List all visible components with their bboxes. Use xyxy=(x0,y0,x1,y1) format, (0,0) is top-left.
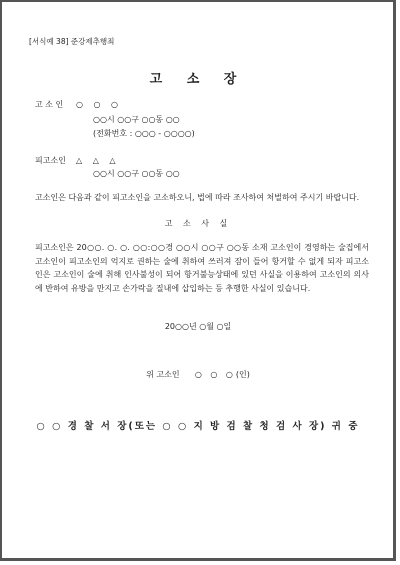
intro-paragraph: 고소인은 다음과 같이 피고소인을 고소하오니, 법에 따라 조사하여 처벌하여 주시기 바랍니다. xyxy=(35,193,360,202)
facts-heading: 고 소 사 실 xyxy=(164,219,232,228)
document-date: 20○○년 ○월 ○일 xyxy=(164,322,232,331)
complainant-phone: (전화번호 : ○○○ - ○○○○) xyxy=(93,129,195,138)
complainant-name: ○ ○ ○ xyxy=(76,100,123,109)
facts-paragraph: 피고소인은 20○○. ○. ○. ○○:○○경 ○○시 ○○구 ○○동 소재 고소인이 경영하는 술집에서 고소인이 피고소인의 억지로 권하는 술에 취하여 쓰러져 잠이 들어 항거할 수 없게 되자 피고소인은 고소인이 술에 취해 인사불성이 되어 항거불능상태에 있던 사실을 이용하여 고소인의 의사에 반하여 유방을 만지고 손가락을 질내에 삽입하는 등 추행한 사실이 있습니다. xyxy=(35,243,369,293)
signature-prefix: 위 고소인 xyxy=(146,370,180,379)
signature-seal: (인) xyxy=(235,370,250,379)
signature-line xyxy=(2,370,394,380)
complainant-label: 고 소 인 xyxy=(35,100,64,109)
accused-name: △ △ △ xyxy=(76,156,120,165)
document-title: 고 소 장 xyxy=(149,72,247,87)
complainant-address: ○○시 ○○구 ○○동 ○○ xyxy=(93,115,180,124)
signature-name: ○ ○ ○ xyxy=(194,370,236,379)
recipient-line: ○ ○ 경 찰 서 장(또는 ○ ○ 지 방 검 찰 청 검 사 장) 귀 중 xyxy=(36,421,360,432)
form-number: [서식예 38] 준강제추행죄 xyxy=(29,37,115,46)
facts-section xyxy=(35,241,369,295)
accused-label: 피고소인 xyxy=(35,156,66,165)
accused-address: ○○시 ○○구 ○○동 ○○ xyxy=(93,169,180,178)
